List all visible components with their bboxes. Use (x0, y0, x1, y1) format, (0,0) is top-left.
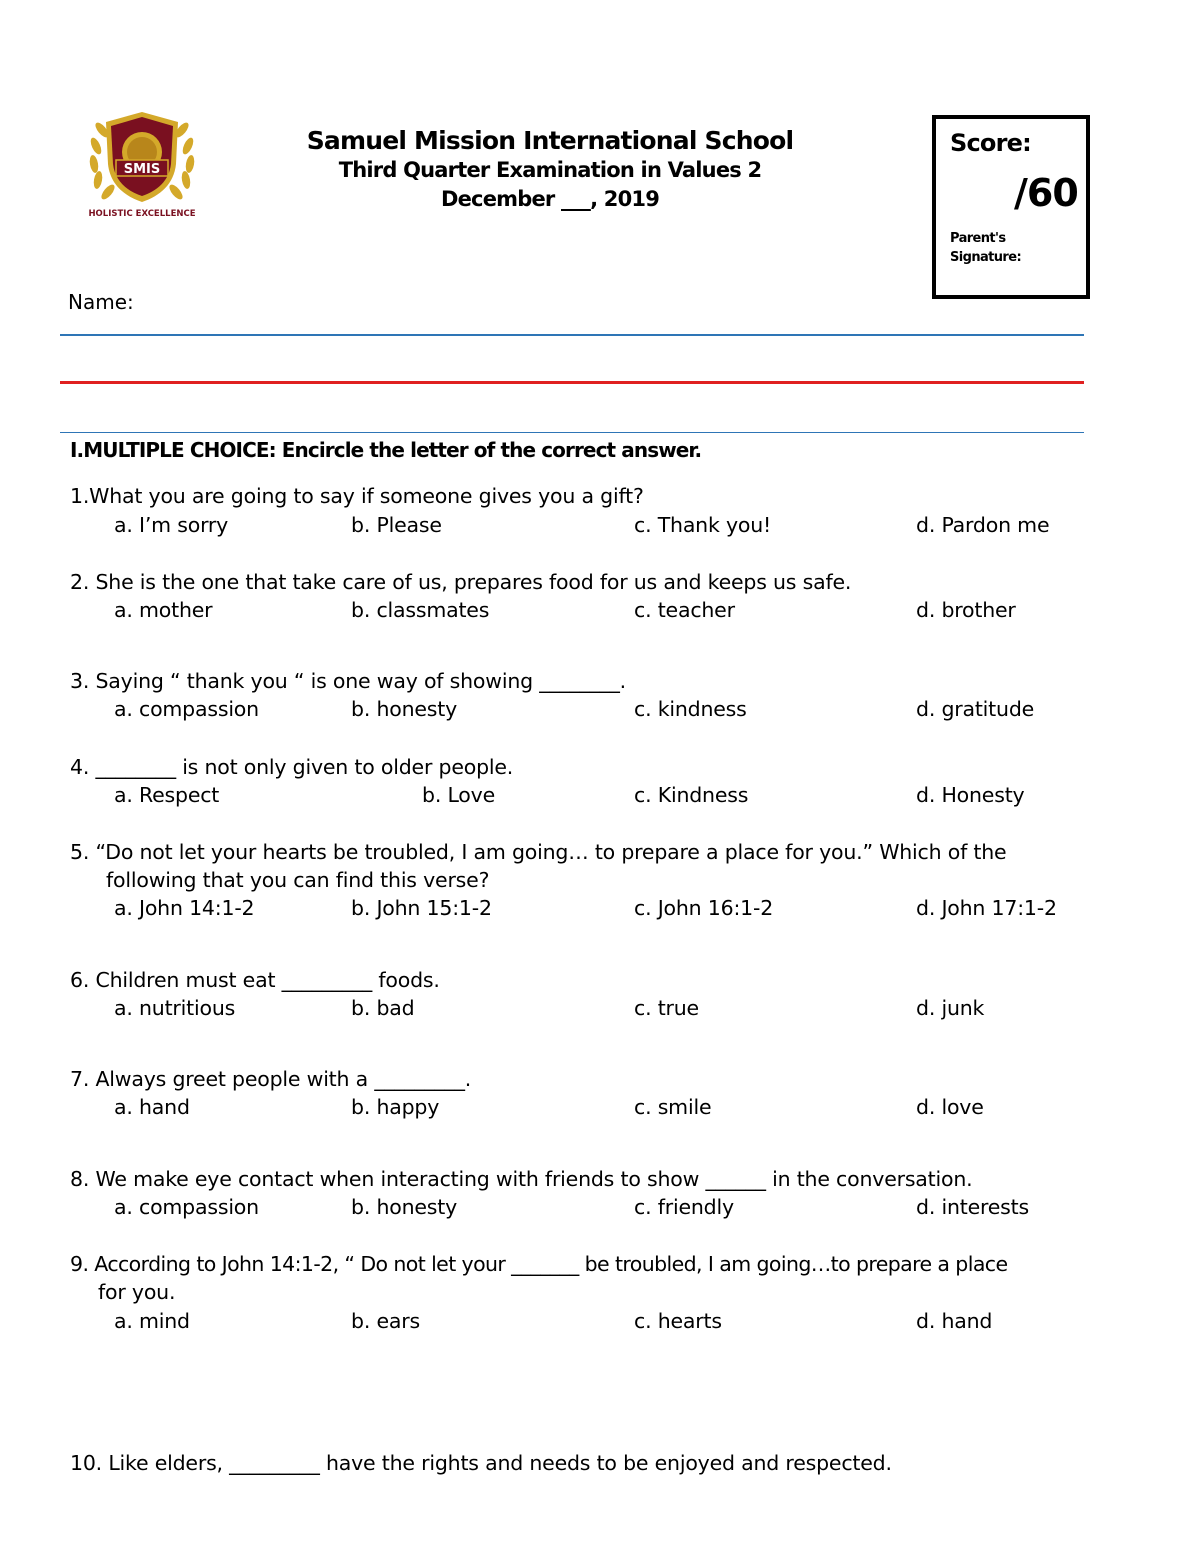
option-6d[interactable]: d. junk (916, 996, 985, 1020)
question-10: 10. Like elders, _________ have the rights and needs to be enjoyed and respected. (70, 1451, 892, 1475)
option-7c[interactable]: c. smile (634, 1095, 712, 1119)
option-4a[interactable]: a. Respect (114, 783, 220, 807)
divider-blue (60, 432, 1084, 433)
option-3c[interactable]: c. kindness (634, 697, 747, 721)
option-1c[interactable]: c. Thank you! (634, 513, 772, 537)
question-2: 2. She is the one that take care of us, prepares food for us and keeps us safe. (70, 570, 852, 594)
score-box (932, 115, 1090, 299)
option-8a[interactable]: a. compassion (114, 1195, 259, 1219)
option-2b[interactable]: b. classmates (351, 598, 490, 622)
parent-signature-label: Parent's Signature: (950, 231, 1022, 265)
option-7b[interactable]: b. happy (351, 1095, 440, 1119)
option-4c[interactable]: c. Kindness (634, 783, 749, 807)
option-7a[interactable]: a. hand (114, 1095, 190, 1119)
option-8b[interactable]: b. honesty (351, 1195, 458, 1219)
question-3: 3. Saying “ thank you “ is one way of showing ________. (70, 669, 626, 693)
question-9: 9. According to John 14:1-2, “ Do not let your _______ be troubled, I am going…to prepare a place (70, 1252, 1008, 1276)
option-1b[interactable]: b. Please (351, 513, 442, 537)
option-2c[interactable]: c. teacher (634, 598, 735, 622)
option-9b[interactable]: b. ears (351, 1309, 420, 1333)
option-5d[interactable]: d. John 17:1-2 (916, 896, 1057, 920)
option-1a[interactable]: a. I’m sorry (114, 513, 229, 537)
option-8c[interactable]: c. friendly (634, 1195, 734, 1219)
svg-text:SMIS: SMIS (123, 162, 161, 177)
option-9d[interactable]: d. hand (916, 1309, 993, 1333)
school-logo (84, 104, 200, 222)
option-5a[interactable]: a. John 14:1-2 (114, 896, 255, 920)
score-label: Score: (950, 129, 1031, 157)
option-9c[interactable]: c. hearts (634, 1309, 722, 1333)
question-5: 5. “Do not let your hearts be troubled, I am going… to prepare a place for you.” Which of the (70, 840, 1007, 864)
option-6b[interactable]: b. bad (351, 996, 415, 1020)
question-7: 7. Always greet people with a _________. (70, 1067, 472, 1091)
divider-red (60, 381, 1084, 384)
question-9-continued: for you. (98, 1280, 176, 1304)
option-8d[interactable]: d. interests (916, 1195, 1029, 1219)
option-6a[interactable]: a. nutritious (114, 996, 236, 1020)
question-6: 6. Children must eat _________ foods. (70, 968, 440, 992)
option-3a[interactable]: a. compassion (114, 697, 259, 721)
option-3d[interactable]: d. gratitude (916, 697, 1035, 721)
option-9a[interactable]: a. mind (114, 1309, 190, 1333)
option-3b[interactable]: b. honesty (351, 697, 458, 721)
exam-title: Third Quarter Examination in Values 2 (338, 158, 762, 182)
score-total: /60 (1014, 171, 1078, 215)
option-5b[interactable]: b. John 15:1-2 (351, 896, 492, 920)
option-5c[interactable]: c. John 16:1-2 (634, 896, 774, 920)
name-line[interactable] (60, 334, 1084, 336)
option-7d[interactable]: d. love (916, 1095, 984, 1119)
svg-text:HOLISTIC EXCELLENCE: HOLISTIC EXCELLENCE (88, 209, 196, 219)
school-name: Samuel Mission International School (306, 126, 794, 155)
question-5-continued: following that you can find this verse? (106, 868, 490, 892)
option-2d[interactable]: d. brother (916, 598, 1016, 622)
option-2a[interactable]: a. mother (114, 598, 213, 622)
name-label: Name: (68, 290, 134, 314)
option-4b[interactable]: b. Love (422, 783, 495, 807)
option-4d[interactable]: d. Honesty (916, 783, 1025, 807)
question-8: 8. We make eye contact when interacting with friends to show ______ in the conversation. (70, 1167, 973, 1191)
option-1d[interactable]: d. Pardon me (916, 513, 1050, 537)
question-1: 1.What you are going to say if someone gives you a gift? (70, 484, 644, 508)
question-4: 4. ________ is not only given to older people. (70, 755, 514, 779)
exam-date: December ___, 2019 (440, 187, 660, 211)
option-6c[interactable]: c. true (634, 996, 699, 1020)
section-title: I.MULTIPLE CHOICE: Encircle the letter of the correct answer. (70, 438, 702, 462)
school-crest-icon (84, 104, 200, 222)
